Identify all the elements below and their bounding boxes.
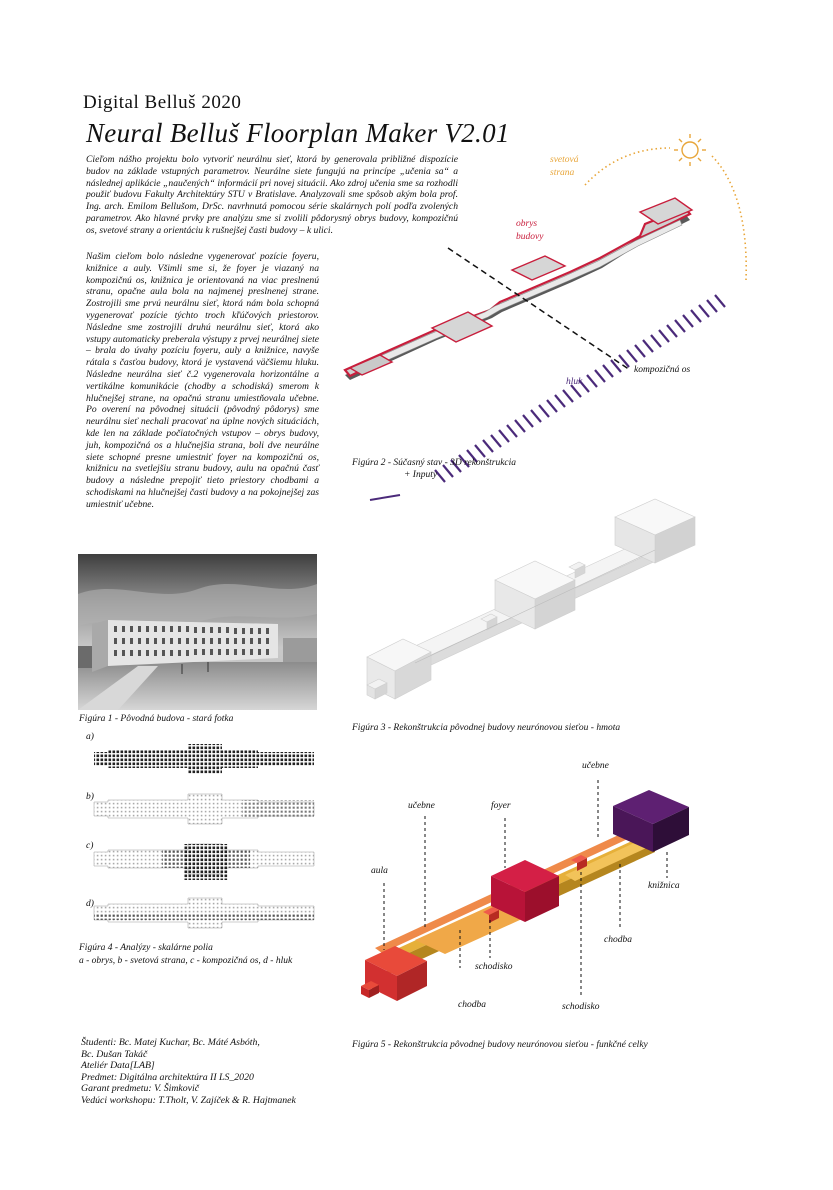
sun-side-label bbox=[550, 154, 579, 180]
sun-icon bbox=[674, 134, 706, 166]
intro-paragraph: Cieľom nášho projektu bolo vytvoriť neurálnu sieť, ktorá by generovala približné dispozície budov na základe vstupných parametrov. Neurálne siete fungujú na princípe „učenia sa“ a následnej aplikácie „naučených“ informácií pri novej situácii. Ako zdroj učenia sme sa rozhodli použiť budovu Fakulty Architektúry STU v Bratislave. Analyzovali sme spôsob akým bola prof. Ing. arch. Emilom Bellušom, DrSc. navrhnutá pomocou série skalárnych polí podľa zvolených parametrov. Ako hlavné prvky pre analýzu sme si zvolili pôdorysný obrys budovy, kompozičnú os, svetové strany a orientáciu k rušnejšej časti budovy – k ulici. bbox=[86, 154, 458, 236]
figure-1-caption: Figúra 1 - Pôvodná budova - stará fotka bbox=[79, 714, 234, 724]
figure-2-caption-line2: + Inputy bbox=[404, 470, 438, 480]
credit-line: Vedúci workshopu: T.Tholt, V. Zajíček & R. Hajtmanek bbox=[81, 1094, 296, 1106]
analysis-b-label: b) bbox=[86, 792, 94, 802]
outline-label-line1: obrys bbox=[516, 219, 538, 229]
analysis-d-label: d) bbox=[86, 899, 94, 909]
header-title: Digital Belluš 2020 bbox=[83, 92, 242, 113]
label-schodisko-mid: schodisko bbox=[475, 962, 513, 972]
outline-label bbox=[516, 218, 543, 244]
credit-line: Bc. Dušan Takáč bbox=[81, 1048, 148, 1060]
page-title: Neural Belluš Floorplan Maker V2.01 bbox=[86, 118, 510, 148]
label-chodba-right: chodba bbox=[604, 935, 632, 945]
sun-side-label-line2: strana bbox=[550, 168, 575, 178]
credit-line: Ateliér Data[LAB] bbox=[81, 1060, 155, 1071]
figure-4-caption-line1: Figúra 4 - Analýzy - skalárne polia bbox=[79, 943, 213, 953]
analysis-a-label: a) bbox=[86, 732, 94, 742]
label-aula: aula bbox=[371, 866, 388, 876]
noise-stripes bbox=[440, 250, 740, 510]
figure-3-mass-model bbox=[355, 495, 715, 705]
sun-side-label-line1: svetová bbox=[550, 155, 579, 165]
old-building-photo bbox=[78, 554, 317, 710]
figure-4-caption-line2: a - obrys, b - svetová strana, c - kompozičná os, d - hluk bbox=[79, 956, 293, 966]
old-building-photo-drawing bbox=[78, 554, 317, 710]
body-paragraph: Našim cieľom bolo následne vygenerovať pozície foyeru, knižnice a auly. Všimli sme si, že foyer je viazaný na kompozičnú os, knižnica je orientovaná na viac preslnenú stranu, opačne aula bola na najmenej preslnenej strane. Zostrojili sme prvú neurálnu sieť, ktorá nám bola schopná vygenerovať pozície týchto troch kľúčových priestorov. Následne sme zostrojili druhú neurálnu sieť, ktorá ako vstupy automaticky preberala výstupy z prvej neurálnej siete – brala do úvahy pozíciu foyeru, auly a knižnice, navyše rátala s časťou budovy, ktorá je vystavená väčšiemu hluku. Následne neurálna sieť č.2 vygenerovala horizontálne a vertikálne komunikácie (chodby a schodiská) smerom k hlučnejšej strane, na opačnú stranu umiestňovala učebne. Po overení na pôvodnej situácii (pôvodný pôdorys) sme neurálnu sieť nechali pracovať na úplne nových situáciách, kde len na základe počiatočných vstupov – obrys budovy, juh, kompozičná os a hlučnejšia strana, boli dve neurálne siete schopné presne umiestniť foyer na kompozičnú os, knižnicu na svetlejšiu stranu budovy, aulu na opačnú časť budovy a následne prepojiť tieto priestory chodbami a schodiskami na hlučnejšej časti budovy a na pokojnejšej zas umiestniť učebne. bbox=[86, 251, 319, 510]
label-foyer: foyer bbox=[491, 801, 511, 811]
credit-line: Predmet: Digitálna architektúra II LS_2020 bbox=[81, 1071, 254, 1083]
figure-3-caption: Figúra 3 - Rekonštrukcia pôvodnej budovy neurónovou sieťou - hmota bbox=[352, 723, 621, 733]
figure-5-functional-diagram bbox=[355, 780, 715, 1020]
credits-block bbox=[81, 1037, 296, 1106]
composition-axis-label: kompozičná os bbox=[634, 365, 691, 375]
label-ucebne-left: učebne bbox=[408, 801, 435, 811]
figure-2-caption-line1: Figúra 2 - Súčasný stav - 3D rekonštrukcia bbox=[352, 458, 517, 468]
noise-label: hluk bbox=[566, 377, 583, 387]
credit-line: Garant predmetu: V. Šimkovič bbox=[81, 1083, 200, 1094]
figure-5-caption: Figúra 5 - Rekonštrukcia pôvodnej budovy neurónovou sieťou - funkčné celky bbox=[352, 1040, 648, 1050]
label-ucebne-top: učebne bbox=[582, 761, 609, 771]
label-schodisko-right: schodisko bbox=[562, 1002, 600, 1012]
outline-label-line2: budovy bbox=[516, 232, 544, 242]
label-kniznica: knižnica bbox=[648, 881, 680, 891]
scalar-fields-diagram bbox=[92, 738, 317, 938]
analysis-c-label: c) bbox=[86, 841, 94, 851]
label-chodba-bottom: chodba bbox=[458, 1000, 486, 1010]
credit-line: Študenti: Bc. Matej Kuchar, Bc. Máté Asbóth, bbox=[81, 1037, 260, 1048]
